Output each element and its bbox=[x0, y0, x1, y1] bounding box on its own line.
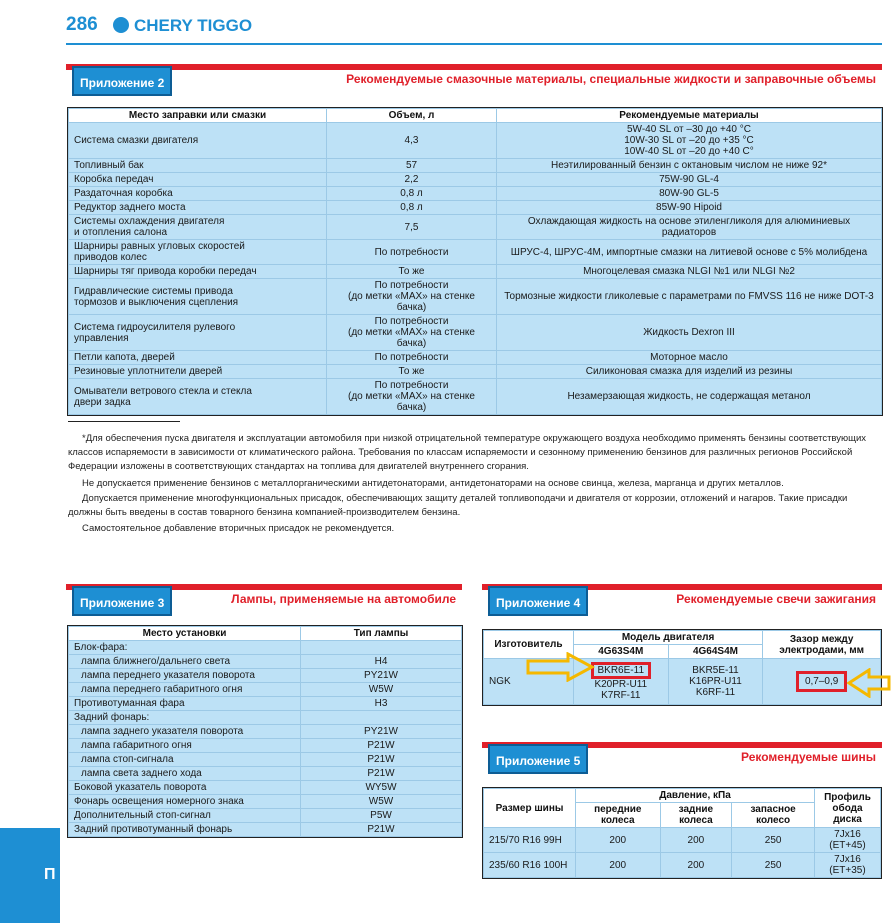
highlighted-gap: 0,7–0,9 bbox=[796, 671, 847, 692]
spare-pressure-cell: 250 bbox=[732, 828, 815, 853]
lamp-type-cell: PY21W bbox=[301, 725, 462, 739]
col-spare: запасное колесо bbox=[732, 803, 815, 828]
lamp-type-cell bbox=[301, 711, 462, 725]
appendix5-header bbox=[482, 742, 882, 772]
table-row bbox=[69, 711, 462, 725]
front-pressure-cell: 200 bbox=[576, 828, 661, 853]
table-row bbox=[69, 215, 882, 240]
volume-cell: 57 bbox=[327, 159, 497, 173]
lamp-type-cell: W5W bbox=[301, 795, 462, 809]
engine2-plug-3: K6RF-11 bbox=[695, 687, 736, 698]
footnote-separator bbox=[68, 421, 180, 422]
volume-cell: То же bbox=[327, 265, 497, 279]
col-engine-1: 4G63S4M bbox=[573, 645, 668, 659]
place-cell: Раздаточная коробка bbox=[69, 187, 327, 201]
lubricants-table bbox=[68, 108, 882, 415]
col-engine-model: Модель двигателя bbox=[573, 631, 762, 645]
table-row bbox=[69, 173, 882, 187]
col-front: передние колеса bbox=[576, 803, 661, 828]
lamp-type-cell: P21W bbox=[301, 753, 462, 767]
place-cell: Редуктор заднего моста bbox=[69, 201, 327, 215]
volume-cell: По потребности (до метки «MAX» на стенке бачка) bbox=[327, 315, 497, 351]
rim-cell: 7Jx16 (ET+35) bbox=[815, 853, 881, 878]
col-gap: Зазор между электродами, мм bbox=[763, 631, 881, 659]
table-row bbox=[69, 795, 462, 809]
table-row bbox=[69, 823, 462, 837]
table-row bbox=[69, 683, 462, 697]
place-cell: Коробка передач bbox=[69, 173, 327, 187]
col-engine-2: 4G64S4M bbox=[668, 645, 763, 659]
appendix2-tab: Приложение 2 bbox=[72, 66, 172, 96]
lamp-type-cell: W5W bbox=[301, 683, 462, 697]
material-cell: 75W-90 GL-4 bbox=[497, 173, 882, 187]
place-cell: Шарниры тяг привода коробки передач bbox=[69, 265, 327, 279]
arrow-left-icon bbox=[847, 668, 891, 698]
appendix3-title: Лампы, применяемые на автомобиле bbox=[231, 592, 456, 606]
place-cell: Система смазки двигателя bbox=[69, 123, 327, 159]
brand-dot-icon bbox=[113, 17, 129, 33]
engine2-plug-2: K16PR-U11 bbox=[689, 676, 742, 687]
front-pressure-cell: 200 bbox=[576, 853, 661, 878]
volume-cell: 0,8 л bbox=[327, 187, 497, 201]
engine2-plugs bbox=[668, 659, 763, 705]
col-rim: Профиль обода диска bbox=[815, 789, 881, 828]
col-maker: Изготовитель bbox=[484, 631, 574, 659]
table-row bbox=[69, 753, 462, 767]
appendix2-header bbox=[66, 64, 882, 94]
appendix3-tab: Приложение 3 bbox=[72, 586, 172, 616]
footnote-1: *Для обеспечения пуска двигателя и эксплуатации автомобиля при низкой отрицательной температуре окружающего воздуха необходимо применять бензины соответствующих классов испаряемости в зависимости от климатического района. Требования по классам испаряемости и сезонному применению бензинов для различных регионов Российской Федерации изложены в соответствующих стандартах на топлива для двигателей внутреннего сгорания. bbox=[68, 433, 867, 472]
lamp-type-cell: P21W bbox=[301, 767, 462, 781]
volume-cell: По потребности bbox=[327, 351, 497, 365]
lamp-place-cell: лампа габаритного огня bbox=[69, 739, 301, 753]
table-row bbox=[69, 781, 462, 795]
lamp-place-cell: лампа ближнего/дальнего света bbox=[69, 655, 301, 669]
table-row bbox=[69, 159, 882, 173]
lamp-place-cell: Задний противотуманный фонарь bbox=[69, 823, 301, 837]
lamp-place-cell: лампа стоп-сигнала bbox=[69, 753, 301, 767]
table-row bbox=[484, 828, 881, 853]
lamp-place-cell: лампа переднего указателя поворота bbox=[69, 669, 301, 683]
lamp-place-cell: Противотуманная фара bbox=[69, 697, 301, 711]
lamp-type-cell: H4 bbox=[301, 655, 462, 669]
col-rear: задние колеса bbox=[660, 803, 732, 828]
place-cell: Системы охлаждения двигателя и отопления салона bbox=[69, 215, 327, 240]
col-pressure: Давление, кПа bbox=[576, 789, 815, 803]
rear-pressure-cell: 200 bbox=[660, 828, 732, 853]
place-cell: Резиновые уплотнители дверей bbox=[69, 365, 327, 379]
place-cell: Система гидроусилителя рулевого управления bbox=[69, 315, 327, 351]
place-cell: Гидравлические системы привода тормозов и выключения сцепления bbox=[69, 279, 327, 315]
appendix5-tab: Приложение 5 bbox=[488, 744, 588, 774]
place-cell: Шарниры равных угловых скоростей приводов колес bbox=[69, 240, 327, 265]
material-cell: Тормозные жидкости гликолевые с параметрами по FMVSS 116 не ниже DOT-3 bbox=[497, 279, 882, 315]
table-row bbox=[69, 240, 882, 265]
lamp-type-cell: P21W bbox=[301, 823, 462, 837]
tire-size-cell: 215/70 R16 99H bbox=[484, 828, 576, 853]
table-row bbox=[69, 725, 462, 739]
place-cell: Омыватели ветрового стекла и стекла двери задка bbox=[69, 379, 327, 415]
table-row bbox=[69, 379, 882, 415]
lamp-place-cell: Боковой указатель поворота bbox=[69, 781, 301, 795]
lamp-type-cell: WY5W bbox=[301, 781, 462, 795]
tire-size-cell: 235/60 R16 100H bbox=[484, 853, 576, 878]
lamp-type-cell bbox=[301, 641, 462, 655]
material-cell: 80W-90 GL-5 bbox=[497, 187, 882, 201]
table-row bbox=[69, 655, 462, 669]
highlighted-plug: BKR6E-11 bbox=[591, 662, 652, 679]
maker-cell: NGK bbox=[484, 659, 574, 705]
arrow-right-icon bbox=[526, 652, 596, 682]
appendix2-title: Рекомендуемые смазочные материалы, специальные жидкости и заправочные объемы bbox=[346, 72, 876, 86]
section-side-tab bbox=[0, 828, 60, 923]
material-cell: Жидкость Dexron III bbox=[497, 315, 882, 351]
material-cell: 85W-90 Hipoid bbox=[497, 201, 882, 215]
volume-cell: По потребности (до метки «MAX» на стенке бачка) bbox=[327, 279, 497, 315]
table-row bbox=[69, 641, 462, 655]
footnote-2: Не допускается применение бензинов с металлорганическими антидетонаторами, антидетонаторами на основе свинца, железа, марганца и других металлов. bbox=[82, 478, 784, 489]
lamp-place-cell: лампа света заднего хода bbox=[69, 767, 301, 781]
engine2-plug-1: BKR5E-11 bbox=[692, 665, 739, 676]
appendix4-header bbox=[482, 584, 882, 614]
footnote-4: Самостоятельное добавление вторичных присадок не рекомендуется. bbox=[82, 523, 395, 534]
volume-cell: По потребности bbox=[327, 240, 497, 265]
col-place: Место заправки или смазки bbox=[69, 109, 327, 123]
page-number: 286 bbox=[66, 14, 98, 35]
brand-title: CHERY TIGGO bbox=[134, 16, 253, 35]
spare-pressure-cell: 250 bbox=[732, 853, 815, 878]
place-cell: Топливный бак bbox=[69, 159, 327, 173]
table-row bbox=[69, 669, 462, 683]
lamp-place-cell: лампа заднего указателя поворота bbox=[69, 725, 301, 739]
table-row bbox=[69, 697, 462, 711]
material-cell: Многоцелевая смазка NLGI №1 или NLGI №2 bbox=[497, 265, 882, 279]
material-cell: 5W-40 SL от –30 до +40 °С 10W-30 SL от –20 до +35 °С 10W-40 SL от –20 до +40 С° bbox=[497, 123, 882, 159]
volume-cell: По потребности (до метки «MAX» на стенке бачка) bbox=[327, 379, 497, 415]
table-row bbox=[69, 739, 462, 753]
table-row bbox=[69, 123, 882, 159]
section-side-tab-letter: П bbox=[44, 866, 56, 883]
material-cell: Незамерзающая жидкость, не содержащая метанол bbox=[497, 379, 882, 415]
tires-table bbox=[483, 788, 881, 878]
footnote-3: Допускается применение многофункциональных присадок, обеспечивающих защиту деталей топливоподачи и двигателя от коррозии, отложений и нагаров. Такие присадки должны быть введены в состав товарного бензина компанией-производителем бензина. bbox=[68, 493, 848, 518]
table-row bbox=[484, 853, 881, 878]
table-row bbox=[69, 265, 882, 279]
lamp-place-cell: лампа переднего габаритного огня bbox=[69, 683, 301, 697]
table-row bbox=[69, 315, 882, 351]
place-cell: Петли капота, дверей bbox=[69, 351, 327, 365]
volume-cell: 0,8 л bbox=[327, 201, 497, 215]
lamp-place-cell: Блок-фара: bbox=[69, 641, 301, 655]
lamp-place-cell: Дополнительный стоп-сигнал bbox=[69, 809, 301, 823]
table-row bbox=[69, 201, 882, 215]
lamps-table bbox=[68, 626, 462, 837]
table-row bbox=[69, 809, 462, 823]
header-divider bbox=[66, 43, 882, 45]
volume-cell: 4,3 bbox=[327, 123, 497, 159]
engine1-plug-3: K7RF-11 bbox=[601, 690, 641, 701]
lamp-type-cell: P5W bbox=[301, 809, 462, 823]
table-row bbox=[69, 351, 882, 365]
table-row bbox=[69, 187, 882, 201]
appendix5-title: Рекомендуемые шины bbox=[741, 750, 876, 764]
rear-pressure-cell: 200 bbox=[660, 853, 732, 878]
material-cell: Силиконовая смазка для изделий из резины bbox=[497, 365, 882, 379]
appendix3-header bbox=[66, 584, 462, 614]
lamp-place-cell: Фонарь освещения номерного знака bbox=[69, 795, 301, 809]
engine1-plug-2: K20PR-U11 bbox=[594, 679, 648, 690]
col-lamp-type: Тип лампы bbox=[301, 627, 462, 641]
col-tire-size: Размер шины bbox=[484, 789, 576, 828]
material-cell: ШРУС-4, ШРУС-4М, импортные смазки на литиевой основе с 5% молибдена bbox=[497, 240, 882, 265]
volume-cell: То же bbox=[327, 365, 497, 379]
appendix4-title: Рекомендуемые свечи зажигания bbox=[676, 592, 876, 606]
table-row bbox=[69, 767, 462, 781]
col-volume: Объем, л bbox=[327, 109, 497, 123]
material-cell: Моторное масло bbox=[497, 351, 882, 365]
material-cell: Неэтилированный бензин с октановым числом не ниже 92* bbox=[497, 159, 882, 173]
material-cell: Охлаждающая жидкость на основе этиленгликоля для алюминиевых радиаторов bbox=[497, 215, 882, 240]
col-lamp-place: Место установки bbox=[69, 627, 301, 641]
volume-cell: 2,2 bbox=[327, 173, 497, 187]
lamp-type-cell: PY21W bbox=[301, 669, 462, 683]
lamp-type-cell: H3 bbox=[301, 697, 462, 711]
volume-cell: 7,5 bbox=[327, 215, 497, 240]
col-material: Рекомендуемые материалы bbox=[497, 109, 882, 123]
appendix4-tab: Приложение 4 bbox=[488, 586, 588, 616]
table-row bbox=[69, 279, 882, 315]
table-row bbox=[69, 365, 882, 379]
rim-cell: 7Jx16 (ET+45) bbox=[815, 828, 881, 853]
lamp-place-cell: Задний фонарь: bbox=[69, 711, 301, 725]
lamp-type-cell: P21W bbox=[301, 739, 462, 753]
